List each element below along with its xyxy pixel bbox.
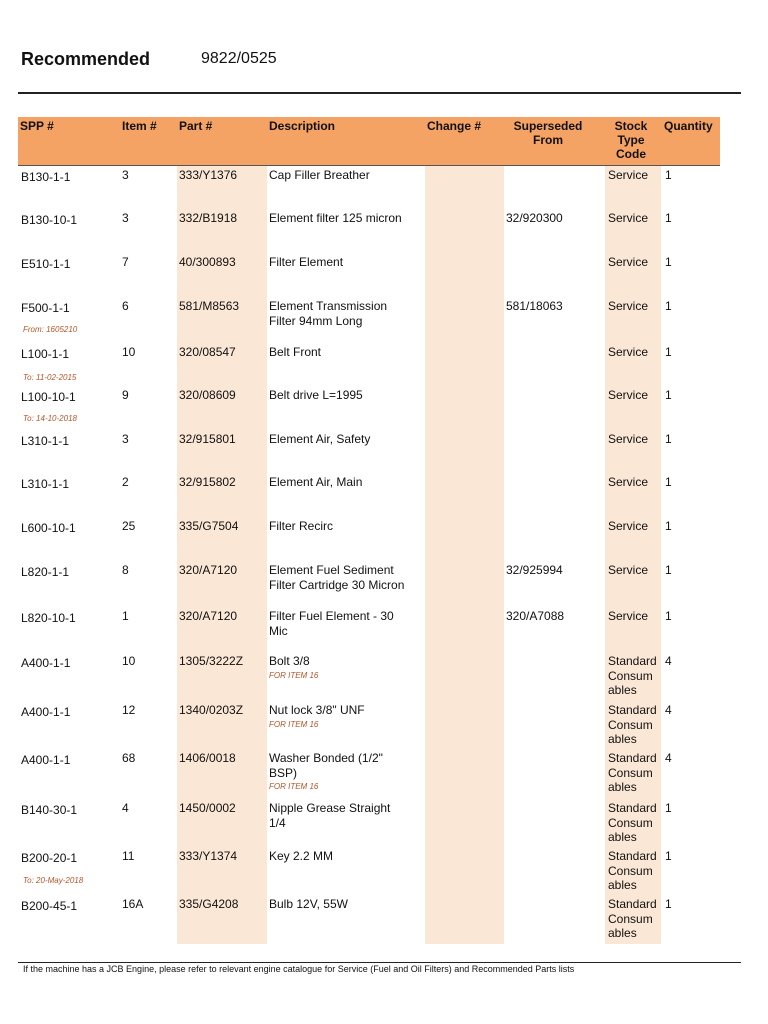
spp-cell: E510-1-1: [21, 257, 71, 271]
quantity-cell: 1: [665, 345, 672, 359]
part-number-cell: 320/08609: [179, 388, 236, 402]
quantity-cell: 1: [665, 168, 672, 182]
superseded-cell: 32/920300: [506, 211, 563, 225]
description-text: Element Fuel Sediment Filter Cartridge 30 Micron: [269, 563, 405, 592]
description-text: Element Air, Main: [269, 475, 363, 489]
spp-cell: L820-10-1: [21, 611, 76, 625]
stock-type-cell: Service: [608, 211, 649, 225]
superseded-cell: 581/18063: [506, 299, 563, 313]
item-cell: 16A: [122, 897, 144, 911]
stock-type-cell: Standard Consum ables: [608, 751, 657, 794]
description-text: Element Air, Safety: [269, 432, 371, 446]
item-cell: 3: [122, 211, 129, 225]
table-header: [18, 117, 720, 166]
description-cell: [269, 897, 348, 912]
part-number-cell: 320/A7120: [179, 563, 238, 577]
stock-type-cell: Service: [608, 475, 649, 489]
description-text: Belt Front: [269, 345, 322, 359]
description-text: Cap Filler Breather: [269, 168, 370, 182]
spp-cell: L600-10-1: [21, 521, 76, 535]
quantity-cell: 4: [665, 703, 672, 717]
spp-cell: A400-1-1: [21, 753, 71, 767]
header-part: Part #: [179, 119, 213, 133]
description-cell: [269, 563, 404, 592]
spp-cell: B130-10-1: [21, 213, 78, 227]
item-cell: 68: [122, 751, 136, 765]
item-cell: 4: [122, 801, 129, 815]
quantity-cell: 1: [665, 563, 672, 577]
description-text: Filter Element: [269, 255, 344, 269]
quantity-cell: 4: [665, 654, 672, 668]
header-change: Change #: [427, 119, 482, 133]
item-cell: 9: [122, 388, 129, 402]
quantity-cell: 1: [665, 211, 672, 225]
stock-type-cell: Standard Consum ables: [608, 654, 657, 697]
item-cell: 10: [122, 345, 136, 359]
description-cell: [269, 703, 365, 731]
header-superseded: Superseded From: [513, 119, 583, 147]
quantity-cell: 1: [665, 897, 672, 911]
description-text: Filter Fuel Element - 30 Mic: [269, 609, 394, 638]
spp-cell: A400-1-1: [21, 705, 71, 719]
superseded-cell: 320/A7088: [506, 609, 565, 623]
part-number-cell: 332/B1918: [179, 211, 238, 225]
header-item: Item #: [122, 119, 157, 133]
stock-type-cell: Service: [608, 432, 649, 446]
quantity-cell: 1: [665, 609, 672, 623]
description-subnote: FOR ITEM 16: [269, 670, 319, 680]
description-text: Filter Recirc: [269, 519, 334, 533]
spp-cell: L100-1-1: [21, 347, 70, 361]
part-number-cell: 333/Y1374: [179, 849, 238, 863]
quantity-cell: 1: [665, 475, 672, 489]
item-cell: 11: [122, 849, 135, 863]
quantity-cell: 1: [665, 432, 672, 446]
stock-type-cell: Service: [608, 168, 649, 182]
footer-divider: [18, 962, 741, 963]
description-cell: [269, 849, 333, 864]
description-cell: [269, 168, 370, 183]
item-cell: 12: [122, 703, 136, 717]
item-cell: 8: [122, 563, 129, 577]
description-text: Bulb 12V, 55W: [269, 897, 348, 911]
description-cell: [269, 609, 394, 638]
item-cell: 7: [122, 255, 129, 269]
description-text: Bolt 3/8: [269, 654, 310, 668]
part-number-cell: 1450/0002: [179, 801, 236, 815]
description-cell: [269, 299, 387, 328]
stock-type-cell: Service: [608, 345, 649, 359]
stock-type-cell: Service: [608, 299, 649, 313]
stock-type-cell: Service: [608, 388, 649, 402]
header-description: Description: [269, 119, 336, 133]
description-text: Nut lock 3/8" UNF: [269, 703, 365, 717]
footer-note: If the machine has a JCB Engine, please refer to relevant engine catalogue for Service (Fuel and Oil Filters) and Recommended Parts lists: [23, 964, 575, 974]
item-cell: 2: [122, 475, 129, 489]
superseded-cell: 32/925994: [506, 563, 563, 577]
spp-cell: L310-1-1: [21, 477, 70, 491]
description-cell: [269, 211, 402, 226]
quantity-cell: 1: [665, 801, 672, 815]
header-stock-type: Stock Type Code: [614, 119, 648, 161]
part-column-shading: [177, 165, 267, 944]
quantity-cell: 1: [665, 388, 672, 402]
quantity-cell: 4: [665, 751, 672, 765]
quantity-cell: 1: [665, 849, 672, 863]
description-cell: [269, 345, 321, 360]
description-cell: [269, 519, 333, 534]
description-text: Key 2.2 MM: [269, 849, 334, 863]
item-cell: 6: [122, 299, 129, 313]
item-cell: 1: [122, 609, 129, 623]
header-spp: SPP #: [20, 119, 54, 133]
description-text: Element Transmission Filter 94mm Long: [269, 299, 388, 328]
part-number-cell: 581/M8563: [179, 299, 240, 313]
description-cell: [269, 432, 370, 447]
stock-type-cell: Service: [608, 255, 649, 269]
description-text: Washer Bonded (1/2" BSP): [269, 751, 383, 780]
part-number-cell: 1406/0018: [179, 751, 236, 765]
document-number: 9822/0525: [201, 50, 277, 67]
spp-cell: B200-20-1: [21, 851, 78, 865]
description-subnote: FOR ITEM 16: [269, 782, 319, 791]
description-cell: [269, 801, 390, 830]
description-text: Nipple Grease Straight 1/4: [269, 801, 391, 830]
quantity-cell: 1: [665, 255, 672, 269]
part-number-cell: 40/300893: [179, 255, 236, 269]
description-cell: [269, 475, 362, 490]
spp-cell: B130-1-1: [21, 170, 71, 184]
stock-type-cell: Standard Consum ables: [608, 897, 657, 940]
spp-cell: F500-1-1: [21, 301, 70, 315]
part-number-cell: 335/G4208: [179, 897, 239, 911]
change-column-shading: [425, 165, 504, 944]
effectivity-note: To: 14-10-2018: [23, 414, 77, 423]
part-number-cell: 320/A7120: [179, 609, 238, 623]
item-cell: 10: [122, 654, 136, 668]
part-number-cell: 1340/0203Z: [179, 703, 244, 717]
description-text: Belt drive L=1995: [269, 388, 363, 402]
stock-type-cell: Standard Consum ables: [608, 849, 657, 892]
stock-type-cell: Standard Consum ables: [608, 703, 657, 746]
effectivity-note: To: 20-May-2018: [23, 876, 84, 885]
description-text: Element filter 125 micron: [269, 211, 402, 225]
spp-cell: B140-30-1: [21, 803, 78, 817]
part-number-cell: 320/08547: [179, 345, 236, 359]
effectivity-note: To: 11-02-2015: [23, 373, 77, 382]
stock-type-cell: Service: [608, 519, 649, 533]
spp-cell: L100-10-1: [21, 390, 76, 404]
description-cell: [269, 255, 343, 270]
stock-type-cell: Standard Consum ables: [608, 801, 657, 844]
item-cell: 3: [122, 168, 129, 182]
spp-cell: A400-1-1: [21, 656, 71, 670]
description-cell: [269, 388, 363, 403]
top-divider: [18, 92, 741, 94]
page-title: Recommended: [21, 49, 151, 69]
item-cell: 25: [122, 519, 136, 533]
quantity-cell: 1: [665, 519, 672, 533]
effectivity-note: From: 1605210: [23, 325, 78, 334]
part-number-cell: 32/915802: [179, 475, 236, 489]
part-number-cell: 333/Y1376: [179, 168, 238, 182]
description-cell: [269, 654, 318, 682]
quantity-cell: 1: [665, 299, 672, 313]
part-number-cell: 32/915801: [179, 432, 236, 446]
part-number-cell: 335/G7504: [179, 519, 239, 533]
spp-cell: L310-1-1: [21, 434, 70, 448]
item-cell: 3: [122, 432, 129, 446]
header-quantity: Quantity: [664, 119, 713, 133]
description-cell: [269, 751, 383, 793]
description-subnote: FOR ITEM 16: [269, 719, 319, 729]
stock-type-cell: Service: [608, 563, 649, 577]
spp-cell: B200-45-1: [21, 899, 78, 913]
part-number-cell: 1305/3222Z: [179, 654, 244, 668]
spp-cell: L820-1-1: [21, 565, 70, 579]
stock-type-cell: Service: [608, 609, 649, 623]
